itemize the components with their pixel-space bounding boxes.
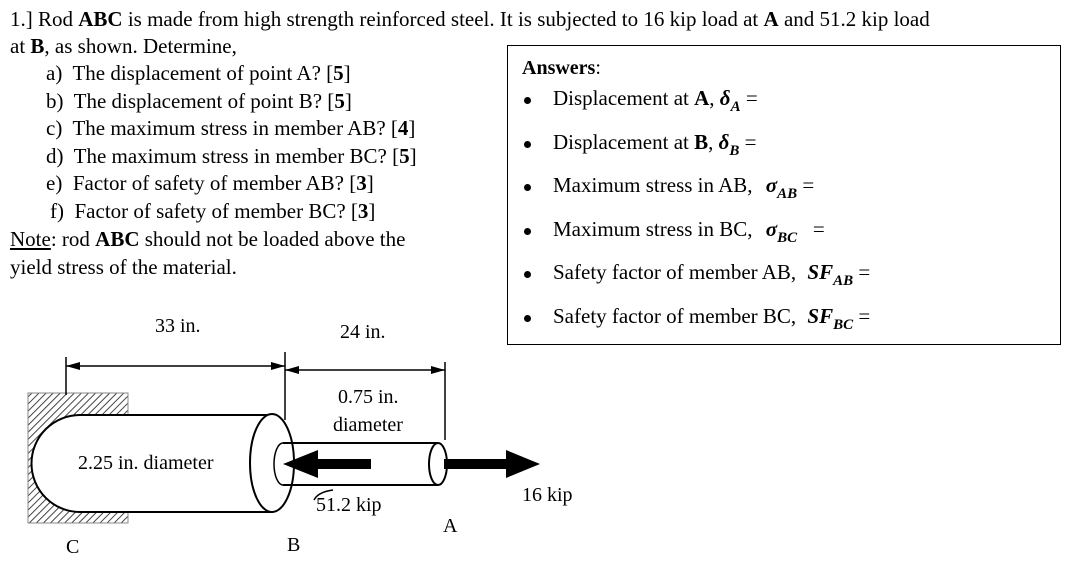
dim-label-ba: 24 in.	[340, 321, 386, 343]
dim-arrow-icon	[285, 366, 299, 374]
question-e: e) Factor of safety of member AB? [3]	[46, 171, 374, 195]
point-a-label: A	[443, 515, 458, 537]
problem-line-1: 1.] Rod ABC is made from high strength reinforced steel. It is subjected to 16 kip load at A and 51.2 kip load	[10, 7, 930, 31]
point-b-label: B	[287, 534, 301, 556]
question-a: a) The displacement of point A? [5]	[46, 61, 351, 85]
dim-arrow-icon	[271, 362, 285, 370]
note-line-2: yield stress of the material.	[10, 255, 237, 279]
load-a-arrow-icon	[506, 450, 540, 478]
dim-arrow-icon	[431, 366, 445, 374]
small-diameter-line-1: 0.75 in.	[338, 386, 399, 408]
question-c: c) The maximum stress in member AB? [4]	[46, 116, 416, 140]
point-c-label: C	[66, 536, 80, 558]
note-line-1: Note: rod ABC should not be loaded above the	[10, 227, 406, 251]
load-b-arrow-shaft	[315, 459, 371, 469]
load-b-label: 51.2 kip	[316, 494, 382, 516]
answer-item-displacement-b: Displacement at B, $\delta_B$ =	[524, 130, 757, 155]
answer-item-safety-bc: Safety factor of member BC, $SF_{BC}$ =	[524, 304, 870, 329]
answers-title: Answers:	[522, 57, 601, 79]
answer-item-displacement-a: Displacement at A, $\delta_A$ =	[524, 86, 758, 111]
dim-label-cb: 33 in.	[155, 315, 201, 337]
load-a-label: 16 kip	[522, 484, 573, 506]
answer-item-stress-bc: Maximum stress in BC, $\sigma_{BC}$ =	[524, 217, 825, 242]
large-diameter-label: 2.25 in. diameter	[78, 452, 214, 474]
question-d: d) The maximum stress in member BC? [5]	[46, 144, 417, 168]
question-b: b) The displacement of point B? [5]	[46, 89, 352, 113]
answer-item-safety-ab: Safety factor of member AB, $SF_{AB}$ =	[524, 260, 870, 285]
small-diameter-line-2: diameter	[333, 414, 403, 436]
answer-item-stress-ab: Maximum stress in AB, $\sigma_{AB}$ =	[524, 173, 814, 198]
problem-line-2: at B, as shown. Determine,	[10, 34, 237, 58]
dim-arrow-icon	[66, 362, 80, 370]
load-a-arrow-shaft	[444, 459, 506, 469]
question-f: f) Factor of safety of member BC? [3]	[50, 199, 376, 223]
